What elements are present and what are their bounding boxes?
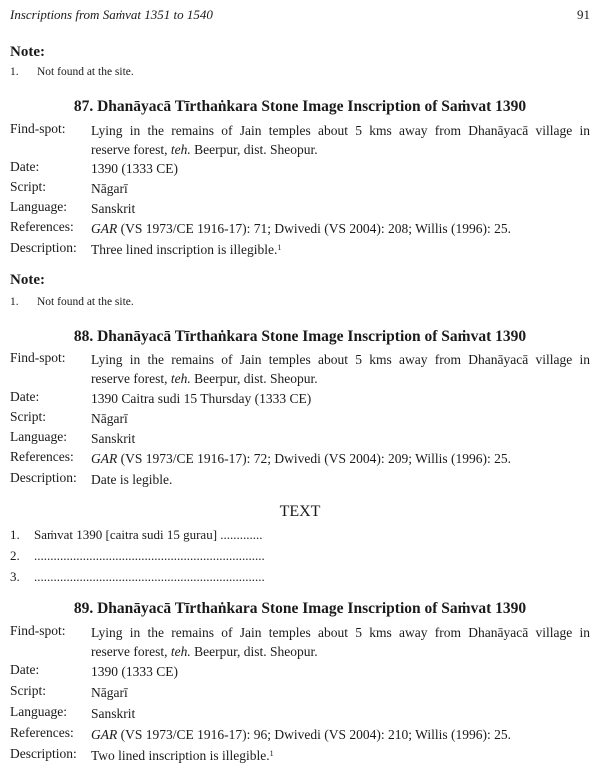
find-spot-label: Find-spot:	[10, 623, 66, 638]
date-label: Date:	[10, 159, 40, 174]
date-label: Date:	[10, 662, 40, 677]
text-line: 3. .......................................................................	[10, 569, 265, 584]
text-line: 1. Saṁvat 1390 [caitra sudi 15 gurau] .............	[10, 527, 263, 542]
date-value: 1390 Caitra sudi 15 Thursday (1333 CE)	[91, 391, 312, 406]
script-label: Script:	[10, 179, 46, 194]
find-spot-line-1: Lying in the remains of Jain temples about 5 kms away from Dhanāyacā village in	[91, 625, 590, 640]
description-value: Two lined inscription is illegible.$^1$	[91, 748, 274, 763]
text-line: 2. .......................................................................	[10, 548, 265, 563]
note-number: 1.	[10, 66, 19, 78]
references-value: GAR (VS 1973/CE 1916-17): 96; Dwivedi (VS 2004): 210; Willis (1996): 25.	[91, 727, 511, 742]
language-value: Sanskrit	[91, 431, 136, 446]
find-spot-line-2: reserve forest, teh. Beerpur, dist. Sheopur.	[91, 644, 318, 659]
find-spot-label: Find-spot:	[10, 350, 66, 365]
find-spot-value	[91, 623, 590, 661]
references-label: References:	[10, 219, 74, 234]
find-spot-line-1: Lying in the remains of Jain temples about 5 kms away from Dhanāyacā village in	[91, 123, 590, 138]
text-heading: TEXT	[279, 503, 321, 520]
running-title: Inscriptions from Saṁvat 1351 to 1540	[10, 7, 213, 22]
script-value: Nāgarī	[91, 181, 128, 196]
page-number: 91	[577, 7, 590, 22]
language-value: Sanskrit	[91, 706, 136, 721]
find-spot-value	[91, 350, 590, 388]
language-label: Language:	[10, 704, 67, 719]
date-value: 1390 (1333 CE)	[91, 161, 178, 176]
note-heading: Note:	[10, 44, 45, 60]
footnote-marker: 1	[269, 749, 274, 758]
note-text: Not found at the site.	[37, 66, 134, 78]
script-label: Script:	[10, 683, 46, 698]
note-number: 1.	[10, 296, 19, 308]
language-label: Language:	[10, 199, 67, 214]
description-value: Date is legible.	[91, 472, 173, 487]
description-label: Description:	[10, 746, 77, 761]
date-value: 1390 (1333 CE)	[91, 664, 178, 679]
find-spot-value	[91, 121, 590, 159]
references-value: GAR (VS 1973/CE 1916-17): 71; Dwivedi (VS 2004): 208; Willis (1996): 25.	[91, 221, 511, 236]
date-label: Date:	[10, 389, 40, 404]
references-value: GAR (VS 1973/CE 1916-17): 72; Dwivedi (VS 2004): 209; Willis (1996): 25.	[91, 451, 511, 466]
footnote-marker: 1	[277, 243, 282, 252]
script-value: Nāgarī	[91, 411, 128, 426]
note-item	[10, 66, 134, 78]
inscription-87-heading: 87. Dhanāyacā Tīrthaṅkara Stone Image Inscription of Saṁvat 1390	[73, 98, 527, 115]
find-spot-line-2: reserve forest, teh. Beerpur, dist. Sheopur.	[91, 142, 318, 157]
find-spot-label: Find-spot:	[10, 121, 66, 136]
inscription-88-heading: 88. Dhanāyacā Tīrthaṅkara Stone Image Inscription of Saṁvat 1390	[73, 328, 527, 345]
find-spot-line-1: Lying in the remains of Jain temples about 5 kms away from Dhanāyacā village in	[91, 352, 590, 367]
references-label: References:	[10, 449, 74, 464]
script-label: Script:	[10, 409, 46, 424]
language-label: Language:	[10, 429, 67, 444]
script-value: Nāgarī	[91, 685, 128, 700]
note-item	[10, 296, 134, 308]
references-label: References:	[10, 725, 74, 740]
inscription-89-heading: 89. Dhanāyacā Tīrthaṅkara Stone Image Inscription of Saṁvat 1390	[73, 600, 527, 617]
description-label: Description:	[10, 470, 77, 485]
running-head	[10, 7, 590, 25]
description-value: Three lined inscription is illegible.$^1$	[91, 242, 282, 257]
language-value: Sanskrit	[91, 201, 136, 216]
find-spot-line-2: reserve forest, teh. Beerpur, dist. Sheopur.	[91, 371, 318, 386]
note-heading: Note:	[10, 272, 45, 288]
note-text: Not found at the site.	[37, 296, 134, 308]
description-label: Description:	[10, 240, 77, 255]
